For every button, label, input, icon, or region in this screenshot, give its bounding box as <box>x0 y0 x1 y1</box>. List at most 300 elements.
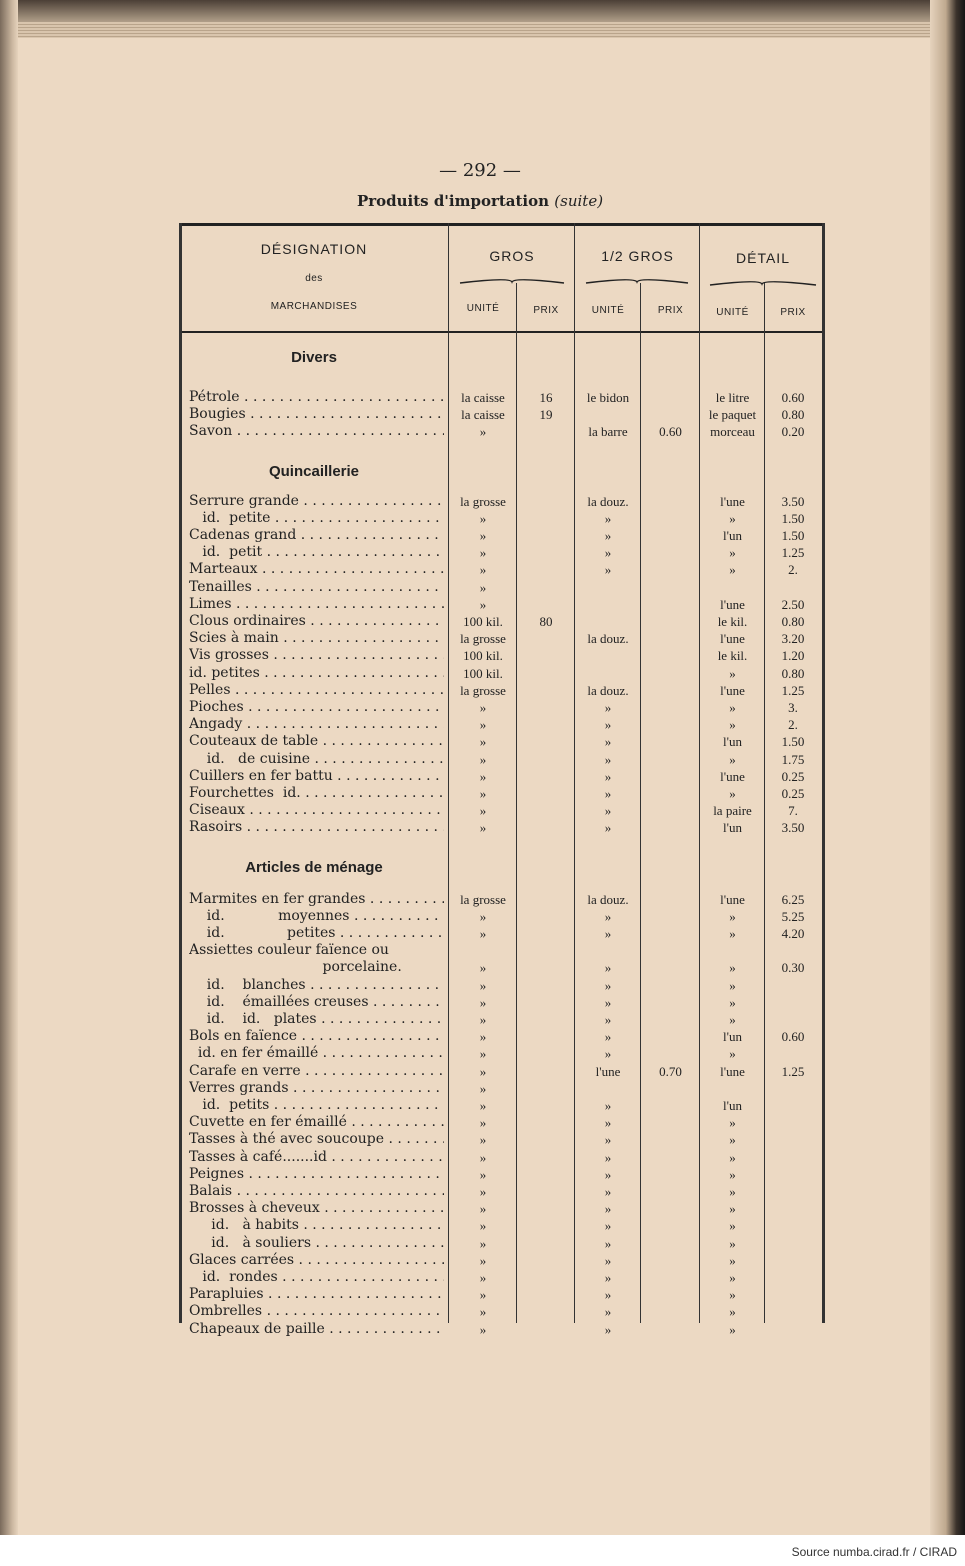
gros-prix-cell <box>518 751 574 768</box>
header-gros-unite: UNITÉ <box>466 303 500 314</box>
table-row <box>179 733 825 750</box>
item-name: id. petites . . . <box>189 925 444 942</box>
detail-prix-cell <box>766 1080 820 1097</box>
item-name: Rasoirs . . . <box>189 819 444 836</box>
gros-prix-cell <box>518 1303 574 1320</box>
demi-gros-unite-cell: la douz. <box>587 494 629 509</box>
item-name: Limes . . . <box>189 596 444 613</box>
table-row <box>179 682 825 699</box>
table-title-suffix: (suite) <box>554 192 604 210</box>
demi-gros-prix-cell <box>642 647 699 664</box>
gros-unite-cell: » <box>479 1287 487 1302</box>
gros-prix-cell <box>518 1217 574 1234</box>
detail-prix-cell: 2. <box>788 562 798 577</box>
gros-prix-cell <box>518 493 574 510</box>
gros-unite-cell: la grosse <box>460 683 506 698</box>
gros-prix-cell <box>518 510 574 527</box>
gros-unite-cell: » <box>479 1236 487 1251</box>
item-name: id. petites . . . <box>189 665 444 682</box>
item-name: id. petit . . . <box>189 544 444 561</box>
gros-prix-cell <box>518 579 574 596</box>
demi-gros-prix-cell <box>642 751 699 768</box>
source-credit: Source numba.cirad.fr / CIRAD <box>791 1545 957 1559</box>
demi-gros-unite-cell: » <box>604 562 612 577</box>
demi-gros-unite-cell: » <box>604 1304 612 1319</box>
gros-prix-cell <box>518 908 574 925</box>
table-row <box>179 1028 825 1045</box>
gros-prix-cell <box>518 630 574 647</box>
header-demi-prix: PRIX <box>657 305 684 316</box>
detail-unite-cell: » <box>729 1253 736 1268</box>
table-row <box>179 406 825 423</box>
demi-gros-prix-cell <box>642 959 699 976</box>
header-detail-unite: UNITÉ <box>716 307 749 318</box>
detail-prix-cell: 3.50 <box>781 494 805 509</box>
demi-gros-unite-cell: » <box>604 995 612 1010</box>
item-name: Pelles . . . <box>189 682 444 699</box>
gros-unite-cell: » <box>479 1012 487 1027</box>
header-detail-prix: PRIX <box>780 307 806 318</box>
gros-prix-cell: 19 <box>539 407 553 422</box>
header-designation: DÉSIGNATION <box>260 241 368 257</box>
gros-prix-cell <box>518 733 574 750</box>
detail-unite-cell: » <box>729 960 736 975</box>
table-row <box>179 751 825 768</box>
demi-gros-prix-cell <box>642 630 699 647</box>
book-right-edge <box>930 0 965 1535</box>
gros-prix-cell <box>518 959 574 976</box>
gros-unite-cell: la caisse <box>461 390 505 405</box>
demi-gros-unite-cell: » <box>604 1270 612 1285</box>
item-name: Couteaux de table . . . <box>189 733 444 750</box>
demi-gros-prix-cell <box>642 510 699 527</box>
demi-gros-prix-cell <box>642 977 699 994</box>
section-title: Quincaillerie <box>268 462 360 480</box>
gros-unite-cell: » <box>479 978 487 993</box>
demi-gros-unite-cell <box>576 665 640 682</box>
table-row <box>179 493 825 510</box>
gros-prix-cell <box>518 785 574 802</box>
table-row <box>179 630 825 647</box>
gros-prix-cell <box>518 1286 574 1303</box>
demi-gros-unite-cell: » <box>604 1150 612 1165</box>
header-demi-unite: UNITÉ <box>591 305 625 316</box>
detail-prix-cell <box>766 579 820 596</box>
table-row <box>179 785 825 802</box>
table-row <box>179 1200 825 1217</box>
detail-prix-cell: 6.25 <box>781 892 805 907</box>
demi-gros-unite-cell: » <box>604 700 612 715</box>
table-row <box>179 544 825 561</box>
table-row <box>179 1252 825 1269</box>
demi-gros-prix-cell <box>642 819 699 836</box>
item-name: Cuillers en fer battu . . . <box>189 768 444 785</box>
detail-unite-cell: » <box>729 909 736 924</box>
gros-unite-cell: » <box>479 717 487 732</box>
detail-prix-cell: 1.50 <box>781 511 805 526</box>
item-name: id. petite . . . <box>189 510 444 527</box>
demi-gros-prix-cell <box>642 994 699 1011</box>
demi-gros-prix-cell <box>642 406 699 423</box>
demi-gros-unite-cell: » <box>604 1029 612 1044</box>
demi-gros-prix-cell <box>642 527 699 544</box>
item-name: Ciseaux . . . <box>189 802 444 819</box>
gros-prix-cell <box>518 1321 574 1338</box>
detail-prix-cell <box>766 994 820 1011</box>
demi-gros-prix-cell <box>642 1097 699 1114</box>
gros-unite-cell: » <box>479 995 487 1010</box>
gros-unite-cell: » <box>479 1253 487 1268</box>
demi-gros-prix-cell <box>642 891 699 908</box>
detail-prix-cell: 3.50 <box>781 820 805 835</box>
gros-prix-cell <box>518 1149 574 1166</box>
page-number: — 292 — <box>439 160 521 181</box>
table-row <box>179 665 825 682</box>
gros-unite-cell: » <box>479 511 487 526</box>
demi-gros-prix-cell <box>642 1200 699 1217</box>
gros-prix-cell <box>518 596 574 613</box>
gros-unite-cell: 100 kil. <box>463 648 503 663</box>
table-row <box>179 1286 825 1303</box>
item-name: Glaces carrées . . . <box>189 1252 444 1269</box>
table-row <box>179 942 825 959</box>
detail-unite-cell: » <box>729 1150 736 1165</box>
gros-unite-cell: » <box>479 769 487 784</box>
demi-gros-unite-cell <box>576 596 640 613</box>
table-row <box>179 1269 825 1286</box>
demi-gros-prix-cell <box>642 1114 699 1131</box>
demi-gros-prix-cell <box>642 1149 699 1166</box>
detail-prix-cell <box>766 1286 820 1303</box>
detail-prix-cell: 4.20 <box>781 926 805 941</box>
demi-gros-unite-cell <box>576 942 640 959</box>
header-demi-gros: 1/2 GROS <box>601 248 674 264</box>
item-name: id. de cuisine . . . <box>189 751 444 768</box>
item-name: Savon . . . <box>189 423 444 440</box>
detail-unite-cell: l'un <box>723 820 742 835</box>
detail-prix-cell: 3.20 <box>781 631 805 646</box>
demi-gros-unite-cell <box>576 613 640 630</box>
item-name: Vis grosses . . . <box>189 647 444 664</box>
table-row <box>179 613 825 630</box>
detail-prix-cell: 0.25 <box>781 786 805 801</box>
demi-gros-prix-cell: 0.60 <box>659 424 682 439</box>
demi-gros-unite-cell: » <box>604 769 612 784</box>
gros-prix-cell <box>518 1097 574 1114</box>
demi-gros-unite-cell: » <box>604 1098 612 1113</box>
detail-unite-cell: le kil. <box>717 614 748 629</box>
gros-unite-cell: » <box>479 700 487 715</box>
item-name: Chapeaux de paille . . . <box>189 1321 444 1338</box>
gros-unite-cell: » <box>479 1218 487 1233</box>
table-row <box>179 908 825 925</box>
demi-gros-prix-cell <box>642 613 699 630</box>
gros-unite-cell: » <box>479 960 487 975</box>
gros-unite-cell: » <box>479 545 487 560</box>
detail-unite-cell: » <box>729 1236 736 1251</box>
table-row <box>179 699 825 716</box>
detail-prix-cell: 0.20 <box>781 424 805 439</box>
table-row <box>179 561 825 578</box>
demi-gros-unite-cell: » <box>604 960 612 975</box>
detail-unite-cell: » <box>729 1167 736 1182</box>
detail-unite-cell: » <box>729 666 736 681</box>
gros-unite-cell: » <box>479 1098 487 1113</box>
detail-prix-cell: 0.60 <box>781 1029 805 1044</box>
demi-gros-prix-cell <box>642 1269 699 1286</box>
detail-unite-cell: » <box>729 1012 736 1027</box>
detail-prix-cell: 7. <box>788 803 798 818</box>
detail-unite-cell: morceau <box>710 424 755 439</box>
table-row <box>179 527 825 544</box>
item-name: Fourchettes id. . . . <box>189 785 444 802</box>
gros-unite-cell: la grosse <box>460 631 506 646</box>
detail-unite-cell: » <box>729 978 736 993</box>
gros-unite-cell: » <box>479 1081 487 1096</box>
gros-unite-cell: » <box>479 1115 487 1130</box>
demi-gros-unite-cell: » <box>604 820 612 835</box>
gros-unite-cell: la grosse <box>460 892 506 907</box>
detail-unite-cell: » <box>729 700 736 715</box>
gros-unite-cell: » <box>479 1184 487 1199</box>
demi-gros-prix-cell <box>642 1286 699 1303</box>
table-row <box>179 1217 825 1234</box>
table-row <box>179 510 825 527</box>
item-name: Tasses à café.......id . . . <box>189 1149 444 1166</box>
gros-prix-cell <box>518 682 574 699</box>
demi-gros-prix-cell <box>642 1131 699 1148</box>
demi-gros-unite-cell: » <box>604 1115 612 1130</box>
item-name: Parapluies . . . <box>189 1286 444 1303</box>
gros-prix-cell <box>518 977 574 994</box>
item-name: Tasses à thé avec soucoupe . . . <box>189 1131 444 1148</box>
gros-prix-cell <box>518 819 574 836</box>
item-name: id. moyennes . . . <box>189 908 444 925</box>
item-name: porcelaine. <box>189 959 402 975</box>
gros-unite-cell: » <box>479 424 487 439</box>
detail-unite-cell: l'une <box>720 597 745 612</box>
item-name: id. en fer émaillé . . . <box>189 1045 444 1062</box>
demi-gros-prix-cell <box>642 561 699 578</box>
detail-unite-cell: le litre <box>715 390 750 405</box>
detail-unite-cell: » <box>729 545 736 560</box>
gros-prix-cell <box>518 1235 574 1252</box>
demi-gros-unite-cell: » <box>604 545 612 560</box>
detail-prix-cell <box>766 1183 820 1200</box>
table-row <box>179 802 825 819</box>
item-name: Pétrole . . . <box>189 389 444 406</box>
gros-prix-cell <box>518 891 574 908</box>
demi-gros-unite-cell: » <box>604 926 612 941</box>
detail-prix-cell <box>766 942 820 959</box>
item-name: Assiettes couleur faïence ou <box>189 942 389 958</box>
demi-gros-prix-cell <box>642 596 699 613</box>
demi-gros-prix-cell <box>642 1011 699 1028</box>
detail-unite-cell: » <box>729 786 736 801</box>
demi-gros-unite-cell <box>576 579 640 596</box>
section-title: Divers <box>291 349 337 366</box>
gros-prix-cell <box>518 1045 574 1062</box>
table-row <box>179 1080 825 1097</box>
demi-gros-prix-cell <box>642 389 699 406</box>
table-row <box>179 1183 825 1200</box>
demi-gros-unite-cell: » <box>604 1287 612 1302</box>
detail-prix-cell <box>766 1166 820 1183</box>
table-row <box>179 1149 825 1166</box>
detail-unite-cell: l'un <box>723 528 742 543</box>
table-row <box>179 1235 825 1252</box>
detail-prix-cell: 0.80 <box>781 407 805 422</box>
demi-gros-prix-cell <box>642 1183 699 1200</box>
gros-prix-cell <box>518 1080 574 1097</box>
detail-unite-cell: » <box>729 511 736 526</box>
detail-prix-cell <box>766 1252 820 1269</box>
item-name: Serrure grande . . . <box>189 493 444 510</box>
detail-prix-cell: 0.60 <box>781 390 805 405</box>
demi-gros-prix-cell <box>642 733 699 750</box>
demi-gros-prix-cell <box>642 925 699 942</box>
gros-prix-cell <box>518 802 574 819</box>
demi-gros-prix-cell <box>642 1080 699 1097</box>
table-title-main: Produits d'importation <box>356 192 550 210</box>
detail-unite-cell: l'un <box>723 734 742 749</box>
item-name: id. petits . . . <box>189 1097 444 1114</box>
detail-prix-cell: 1.20 <box>781 648 805 663</box>
table-row <box>179 819 825 836</box>
detail-prix-cell <box>766 1200 820 1217</box>
demi-gros-prix-cell <box>642 1028 699 1045</box>
detail-prix-cell: 1.25 <box>781 1064 805 1079</box>
gros-unite-cell: » <box>479 926 487 941</box>
demi-gros-prix-cell <box>642 1235 699 1252</box>
detail-unite-cell <box>701 942 764 959</box>
item-name: id. à souliers . . . <box>189 1235 444 1252</box>
item-name: id. id. plates . . . <box>189 1011 444 1028</box>
detail-unite-cell: le kil. <box>717 648 748 663</box>
gros-unite-cell: la caisse <box>461 407 505 422</box>
detail-prix-cell: 1.50 <box>781 734 805 749</box>
gros-unite-cell: » <box>479 752 487 767</box>
detail-prix-cell: 1.25 <box>781 545 805 560</box>
header-gros: GROS <box>489 248 535 264</box>
detail-unite-cell: » <box>729 1270 736 1285</box>
gros-prix-cell <box>518 1200 574 1217</box>
demi-gros-unite-cell: » <box>604 1012 612 1027</box>
demi-gros-prix-cell <box>642 1252 699 1269</box>
detail-unite-cell: l'une <box>720 892 745 907</box>
detail-prix-cell: 2.50 <box>781 597 805 612</box>
demi-gros-prix-cell <box>642 493 699 510</box>
top-rule <box>179 223 825 226</box>
gros-unite-cell: » <box>479 1322 487 1337</box>
gros-prix-cell <box>518 942 574 959</box>
gros-prix-cell <box>518 1114 574 1131</box>
gros-prix-cell: 80 <box>539 614 553 629</box>
detail-prix-cell <box>766 1269 820 1286</box>
item-name: Clous ordinaires . . . <box>189 613 444 630</box>
gros-unite-cell: » <box>479 1150 487 1165</box>
detail-prix-cell <box>766 1217 820 1234</box>
demi-gros-prix-cell <box>642 908 699 925</box>
detail-unite-cell: » <box>729 1304 736 1319</box>
demi-gros-prix-cell <box>642 785 699 802</box>
detail-prix-cell: 1.50 <box>781 528 805 543</box>
gros-unite-cell: » <box>479 803 487 818</box>
header-rule <box>179 331 825 333</box>
detail-prix-cell <box>766 1097 820 1114</box>
demi-gros-prix-cell <box>642 802 699 819</box>
table-row <box>179 1303 825 1320</box>
demi-gros-unite-cell: » <box>604 528 612 543</box>
detail-prix-cell: 0.80 <box>781 614 805 629</box>
item-name: id. à habits . . . <box>189 1217 444 1234</box>
gros-prix-cell <box>518 527 574 544</box>
gros-prix-cell <box>518 716 574 733</box>
table-row <box>179 1321 825 1338</box>
gros-unite-cell: » <box>479 597 487 612</box>
detail-prix-cell: 1.75 <box>781 752 805 767</box>
detail-prix-cell <box>766 1149 820 1166</box>
gros-unite-cell: » <box>479 1167 487 1182</box>
item-name: Marmites en fer grandes . . . <box>189 891 444 908</box>
detail-unite-cell: le paquet <box>708 407 757 422</box>
item-name: Balais . . . <box>189 1183 444 1200</box>
detail-unite-cell: » <box>729 1184 736 1199</box>
detail-unite-cell: l'une <box>720 631 745 646</box>
demi-gros-unite-cell: » <box>604 978 612 993</box>
page-leaves <box>18 22 930 38</box>
item-name: Ombrelles . . . <box>189 1303 444 1320</box>
item-name: Brosses à cheveux . . . <box>189 1200 444 1217</box>
detail-unite-cell: » <box>729 1046 736 1061</box>
detail-unite-cell: » <box>729 995 736 1010</box>
demi-gros-unite-cell: » <box>604 909 612 924</box>
item-name: id. rondes . . . <box>189 1269 444 1286</box>
detail-prix-cell <box>766 977 820 994</box>
gros-unite-cell: » <box>479 1304 487 1319</box>
table-row <box>179 423 825 440</box>
detail-prix-cell: 1.25 <box>781 683 805 698</box>
demi-gros-prix-cell <box>642 1217 699 1234</box>
table-row <box>179 977 825 994</box>
header-gros-prix: PRIX <box>533 305 559 316</box>
table-row <box>179 389 825 406</box>
table-row <box>179 1011 825 1028</box>
item-name: id. blanches . . . <box>189 977 444 994</box>
table-row <box>179 959 825 976</box>
item-name: Pioches . . . <box>189 699 444 716</box>
detail-prix-cell: 0.80 <box>781 666 805 681</box>
demi-gros-unite-cell: l'une <box>595 1064 621 1079</box>
gros-prix-cell <box>518 1063 574 1080</box>
demi-gros-prix-cell <box>642 716 699 733</box>
detail-unite-cell: » <box>729 1287 736 1302</box>
detail-prix-cell: 0.30 <box>781 960 805 975</box>
table-row <box>179 1114 825 1131</box>
table-row <box>179 596 825 613</box>
detail-prix-cell <box>766 1011 820 1028</box>
detail-unite-cell: » <box>729 1322 736 1337</box>
demi-gros-unite-cell: » <box>604 803 612 818</box>
gros-prix-cell <box>518 561 574 578</box>
item-name: Cadenas grand . . . <box>189 527 444 544</box>
gros-unite-cell: » <box>479 1064 487 1079</box>
gros-unite-cell: la grosse <box>460 494 506 509</box>
demi-gros-prix-cell <box>642 942 699 959</box>
gros-prix-cell <box>518 544 574 561</box>
gros-prix-cell <box>518 665 574 682</box>
detail-prix-cell <box>766 1131 820 1148</box>
